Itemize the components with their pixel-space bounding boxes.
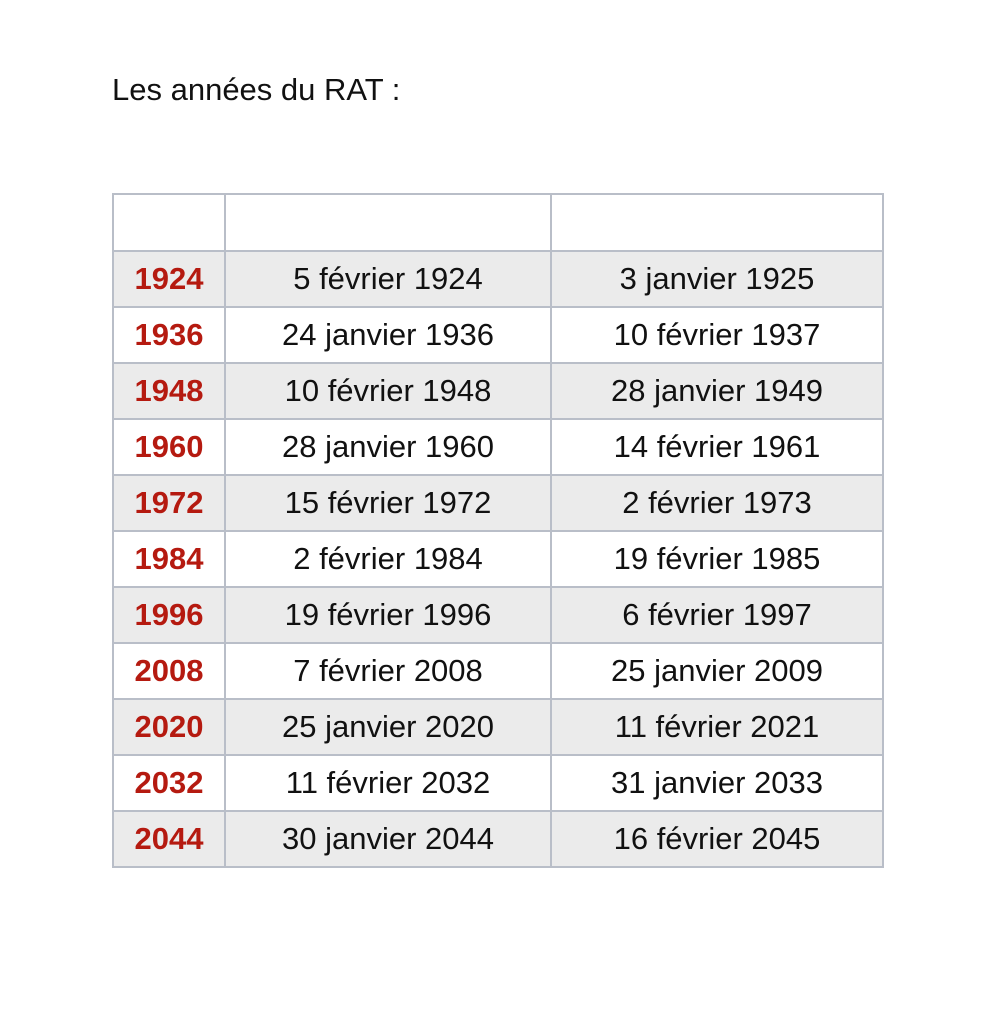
start-date-cell: 15 février 1972 [225, 475, 551, 531]
year-cell: 1948 [113, 363, 225, 419]
end-date-cell: 31 janvier 2033 [551, 755, 883, 811]
year-cell: 2032 [113, 755, 225, 811]
start-date-cell: 30 janvier 2044 [225, 811, 551, 867]
table-row [113, 587, 883, 643]
table-header-row [113, 194, 883, 251]
end-date-cell: 2 février 1973 [551, 475, 883, 531]
header-cell-end [551, 194, 883, 251]
header-cell-year [113, 194, 225, 251]
table-row [113, 419, 883, 475]
table-row [113, 251, 883, 307]
page-title: Les années du RAT : [112, 72, 401, 107]
start-date-cell: 5 février 1924 [225, 251, 551, 307]
table-row [113, 643, 883, 699]
end-date-cell: 16 février 2045 [551, 811, 883, 867]
table-row [113, 475, 883, 531]
start-date-cell: 28 janvier 1960 [225, 419, 551, 475]
year-cell: 1924 [113, 251, 225, 307]
start-date-cell: 11 février 2032 [225, 755, 551, 811]
header-cell-start [225, 194, 551, 251]
table-row [113, 755, 883, 811]
end-date-cell: 19 février 1985 [551, 531, 883, 587]
end-date-cell: 14 février 1961 [551, 419, 883, 475]
start-date-cell: 10 février 1948 [225, 363, 551, 419]
year-cell: 2020 [113, 699, 225, 755]
year-cell: 2008 [113, 643, 225, 699]
start-date-cell: 19 février 1996 [225, 587, 551, 643]
year-cell: 1996 [113, 587, 225, 643]
start-date-cell: 24 janvier 1936 [225, 307, 551, 363]
end-date-cell: 6 février 1997 [551, 587, 883, 643]
end-date-cell: 25 janvier 2009 [551, 643, 883, 699]
table-row [113, 363, 883, 419]
table-row [113, 811, 883, 867]
start-date-cell: 2 février 1984 [225, 531, 551, 587]
table-row [113, 531, 883, 587]
start-date-cell: 25 janvier 2020 [225, 699, 551, 755]
end-date-cell: 28 janvier 1949 [551, 363, 883, 419]
end-date-cell: 3 janvier 1925 [551, 251, 883, 307]
year-cell: 1960 [113, 419, 225, 475]
rat-years-table [112, 193, 884, 868]
year-cell: 1936 [113, 307, 225, 363]
end-date-cell: 10 février 1937 [551, 307, 883, 363]
start-date-cell: 7 février 2008 [225, 643, 551, 699]
year-cell: 2044 [113, 811, 225, 867]
end-date-cell: 11 février 2021 [551, 699, 883, 755]
year-cell: 1984 [113, 531, 225, 587]
table-row [113, 699, 883, 755]
table-row [113, 307, 883, 363]
year-cell: 1972 [113, 475, 225, 531]
